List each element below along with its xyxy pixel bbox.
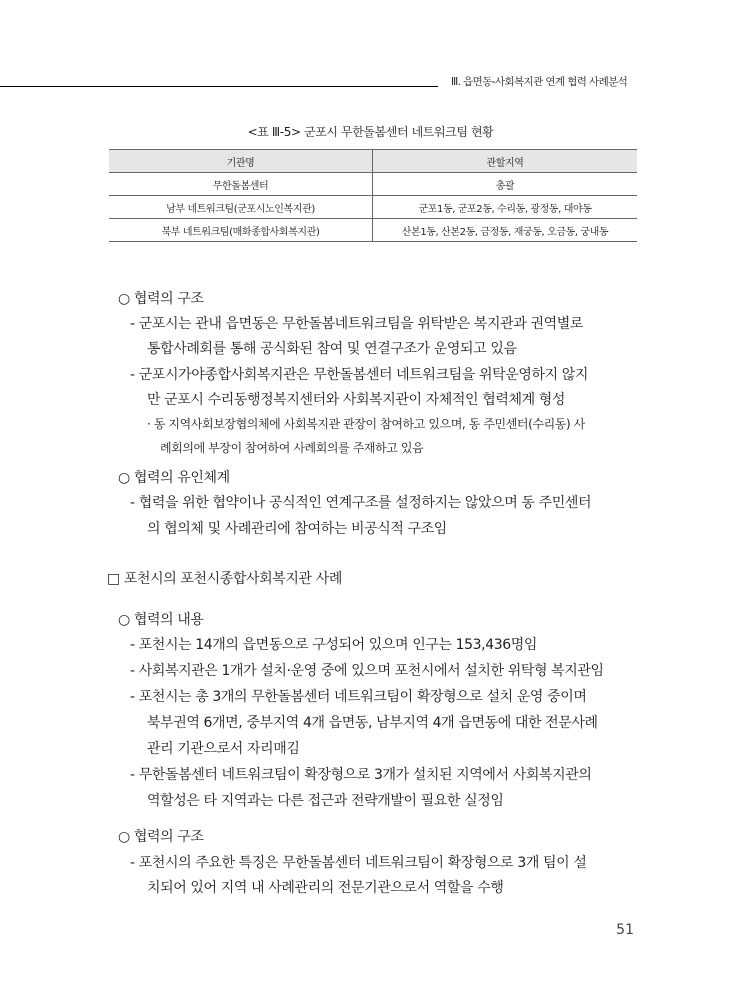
note-line: · 동 지역사회보장협의체에 사회복지관 관장이 참여하고 있으며, 동 주민센터(수리동) 사 [147,417,585,431]
table-header-row [109,150,637,173]
bullet-line: 치되어 있어 지역 내 사례관리의 전문기관으로서 역할을 수행 [147,880,504,896]
subheading-gunpo-structure: ○ 협력의 구조 [118,291,204,307]
table-row [109,219,637,242]
bullet-line: - 무한돌봄센터 네트워크팀이 확장형으로 3개가 설치된 지역에서 사회복지관의 [130,767,592,783]
page-number: 51 [616,922,634,938]
running-header: Ⅲ. 읍면동-사회복지관 연계 협력 사례분석 [451,76,628,88]
column-header-institution: 기관명 [109,150,373,173]
subheading-pocheon-content: ○ 협력의 내용 [118,612,204,628]
subheading-gunpo-inflow: ○ 협력의 유인체계 [118,470,230,486]
bullet-line: 통합사례회를 통해 공식화된 참여 및 연결구조가 운영되고 있음 [147,341,517,357]
table-cell: 군포1동, 군포2동, 수리동, 광정동, 대야동 [373,196,638,219]
table-caption: <표 Ⅲ-5> 군포시 무한돌봄센터 네트워크팀 현황 [247,125,494,139]
bullet-line: - 협력을 위한 협약이나 공식적인 연계구조를 설정하지는 않았으며 동 주민센터 [130,495,592,511]
bullet-line: 관리 기관으로서 자리매김 [147,741,300,757]
subheading-pocheon-structure: ○ 협력의 구조 [118,829,204,845]
bullet-line: - 군포시가야종합사회복지관은 무한돌봄센터 네트워크팀을 위탁운영하지 않지 [130,367,588,383]
section-title: □ 포천시의 포천시종합사회복지관 사례 [107,571,342,587]
table-row [109,196,637,219]
table-cell: 총괄 [373,173,638,196]
bullet-line: - 군포시는 관내 읍면동은 무한돌봄네트워크팀을 위탁받은 복지관과 권역별로 [130,316,583,332]
bullet-line: - 포천시는 총 3개의 무한돌봄센터 네트워크팀이 확장형으로 설치 운영 중이며 [130,689,587,705]
column-header-region: 관할지역 [373,150,638,173]
table-cell: 남부 네트워크팀(군포시노인복지관) [109,196,373,219]
bullet-line: - 사회복지관은 1개가 설치·운영 중에 있으며 포천시에서 설치한 위탁형 복지관임 [130,663,604,679]
bullet-line: - 포천시는 14개의 읍면동으로 구성되어 있으며 인구는 153,436명임 [130,637,537,653]
bullet-line: 북부권역 6개면, 중부지역 4개 읍면동, 남부지역 4개 읍면동에 대한 전문사례 [147,715,598,731]
table-cell: 북부 네트워크팀(매화종합사회복지관) [109,219,373,242]
bullet-line: 의 협의체 및 사례관리에 참여하는 비공식적 구조임 [147,521,447,537]
bullet-line: 만 군포시 수리동행정복지센터와 사회복지관이 자체적인 협력체계 형성 [147,392,566,408]
bullet-line: 역할성은 타 지역과는 다른 접근과 전략개발이 필요한 실정임 [147,793,504,809]
table-cell: 무한돌봄센터 [109,173,373,196]
note-line: 례회의에 부장이 참여하여 사례회의를 주재하고 있음 [160,441,424,455]
table-row [109,173,637,196]
header-rule [0,86,438,87]
network-team-table [109,149,637,242]
table-cell: 산본1동, 산본2동, 금정동, 재궁동, 오금동, 궁내동 [373,219,638,242]
bullet-line: - 포천시의 주요한 특징은 무한돌봄센터 네트워크팀이 확장형으로 3개 팀이 설 [130,855,587,871]
